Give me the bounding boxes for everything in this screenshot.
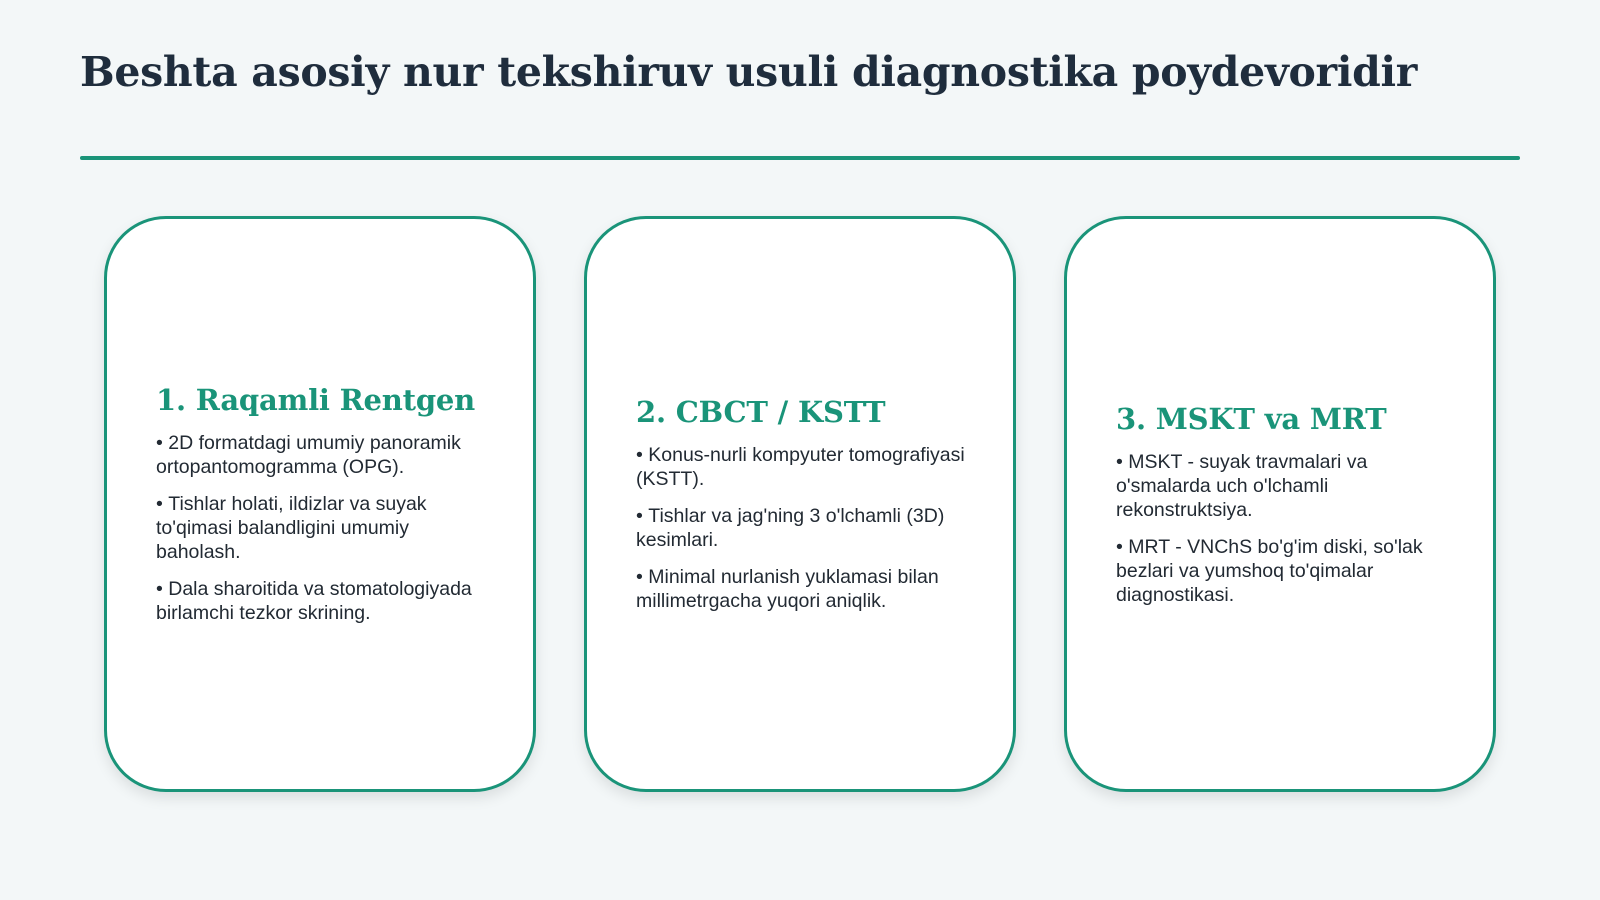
bullet-item: • Tishlar holati, ildizlar va suyak to'qimasi balandligini umumiy baholash. xyxy=(156,492,485,564)
bullet-item: • MRT - VNChS bo'g'im diski, so'lak bezlari va yumshoq to'qimalar diagnostikasi. xyxy=(1116,535,1445,607)
card-digital-xray xyxy=(104,216,536,792)
bullet-item: • Minimal nurlanish yuklamasi bilan millimetrgacha yuqori aniqlik. xyxy=(636,565,965,613)
card-title: 3. MSKT va MRT xyxy=(1116,401,1387,436)
bullet-item: • 2D formatdagi umumiy panoramik ortopantomogramma (OPG). xyxy=(156,431,485,479)
bullet-list xyxy=(156,431,485,625)
card-title: 1. Raqamli Rentgen xyxy=(156,383,476,417)
bullet-list xyxy=(636,443,965,613)
card-title: 2. CBCT / KSTT xyxy=(636,395,886,429)
bullet-list xyxy=(1116,450,1445,607)
card-mskt-mrt xyxy=(1064,216,1496,792)
title-divider xyxy=(80,156,1520,160)
bullet-item: • MSKT - suyak travmalari va o'smalarda uch o'lchamli rekonstruktsiya. xyxy=(1116,450,1445,522)
bullet-item: • Konus-nurli kompyuter tomografiyasi (KSTT). xyxy=(636,443,965,491)
slide-title: Beshta asosiy nur tekshiruv usuli diagnostika poydevoridir xyxy=(80,48,1418,96)
bullet-item: • Dala sharoitida va stomatologiyada birlamchi tezkor skrining. xyxy=(156,577,485,625)
card-cbct xyxy=(584,216,1016,792)
bullet-item: • Tishlar va jag'ning 3 o'lchamli (3D) kesimlari. xyxy=(636,504,965,552)
